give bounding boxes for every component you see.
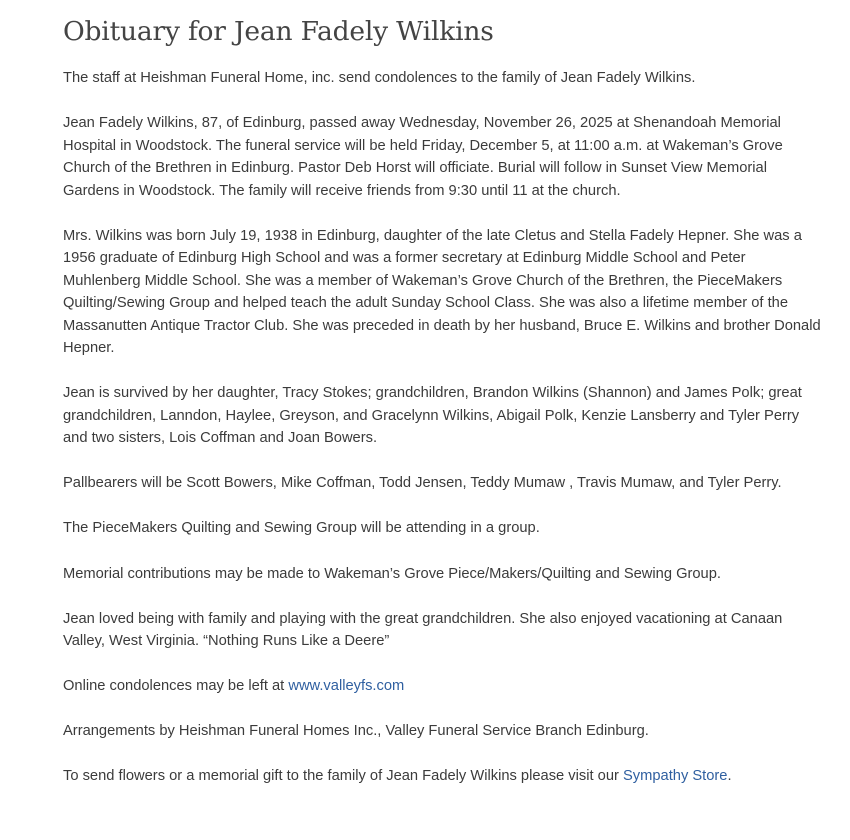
flowers-suffix: .: [727, 768, 732, 785]
personal-interests-paragraph: Jean loved being with family and playing with the great grandchildren. She also enjoyed vacationing at Canaan Valley, West Virginia. “Nothing Runs Like a Deere”: [63, 610, 783, 650]
flowers-paragraph: [63, 765, 823, 788]
online-condolences-paragraph: [63, 675, 823, 698]
online-condolences-text: Online condolences may be left at: [63, 678, 289, 695]
pallbearers-paragraph: Pallbearers will be Scott Bowers, Mike Coffman, Todd Jensen, Teddy Mumaw , Travis Mumaw, and Tyler Perry.: [63, 475, 782, 492]
sympathy-store-link[interactable]: Sympathy Store: [622, 768, 728, 785]
survivors-paragraph: Jean is survived by her daughter, Tracy Stokes; grandchildren, Brandon Wilkins (Shannon) and James Polk; great grandchildren, Lanndon, Haylee, Greyson, and Gracelynn Wilkins, Abigail Polk, Kenzie Lansberry and Tyler Perry and two sisters, Lois Coffman and Joan Bowers.: [63, 385, 802, 447]
condolence-intro-paragraph: The staff at Heishman Funeral Home, inc. send condolences to the family of Jean Fadely Wilkins.: [63, 70, 696, 86]
memorial-contributions-paragraph: Memorial contributions may be made to Wakeman’s Grove Piece/Makers/Quilting and Sewing Group.: [63, 565, 721, 582]
valleyfs-link[interactable]: www.valleyfs.com: [288, 678, 405, 695]
group-attending-paragraph: The PieceMakers Quilting and Sewing Group will be attending in a group.: [63, 520, 540, 537]
page-title: Obituary for Jean Fadely Wilkins: [63, 16, 494, 47]
obituary-page: [63, 14, 823, 811]
flowers-text: To send flowers or a memorial gift to the family of Jean Fadely Wilkins please visit our: [63, 768, 623, 785]
arrangements-paragraph: Arrangements by Heishman Funeral Homes Inc., Valley Funeral Service Branch Edinburg.: [63, 723, 649, 740]
biography-paragraph: Mrs. Wilkins was born July 19, 1938 in Edinburg, daughter of the late Cletus and Stella Fadely Hepner. She was a 1956 graduate of Edinburg High School and was a former secretary at Edinburg Middle School and Peter Muhlenberg Middle School. She was a member of Wakeman’s Grove Church of the Brethren, the PieceMakers Quilting/Sewing Group and helped teach the adult Sunday School Class. She was also a lifetime member of the Massanutten Antique Tractor Club. She was preceded in death by her husband, Bruce E. Wilkins and brother Donald Hepner.: [63, 227, 821, 357]
service-details-paragraph: Jean Fadely Wilkins, 87, of Edinburg, passed away Wednesday, November 26, 2025 at Shenandoah Memorial Hospital in Woodstock. The funeral service will be held Friday, December 5, at 11:00 a.m. at Wakeman’s Grove Church of the Brethren in Edinburg. Pastor Deb Horst will officiate. Burial will follow in Sunset View Memorial Gardens in Woodstock. The family will receive friends from 9:30 until 11 at the church.: [63, 115, 783, 199]
